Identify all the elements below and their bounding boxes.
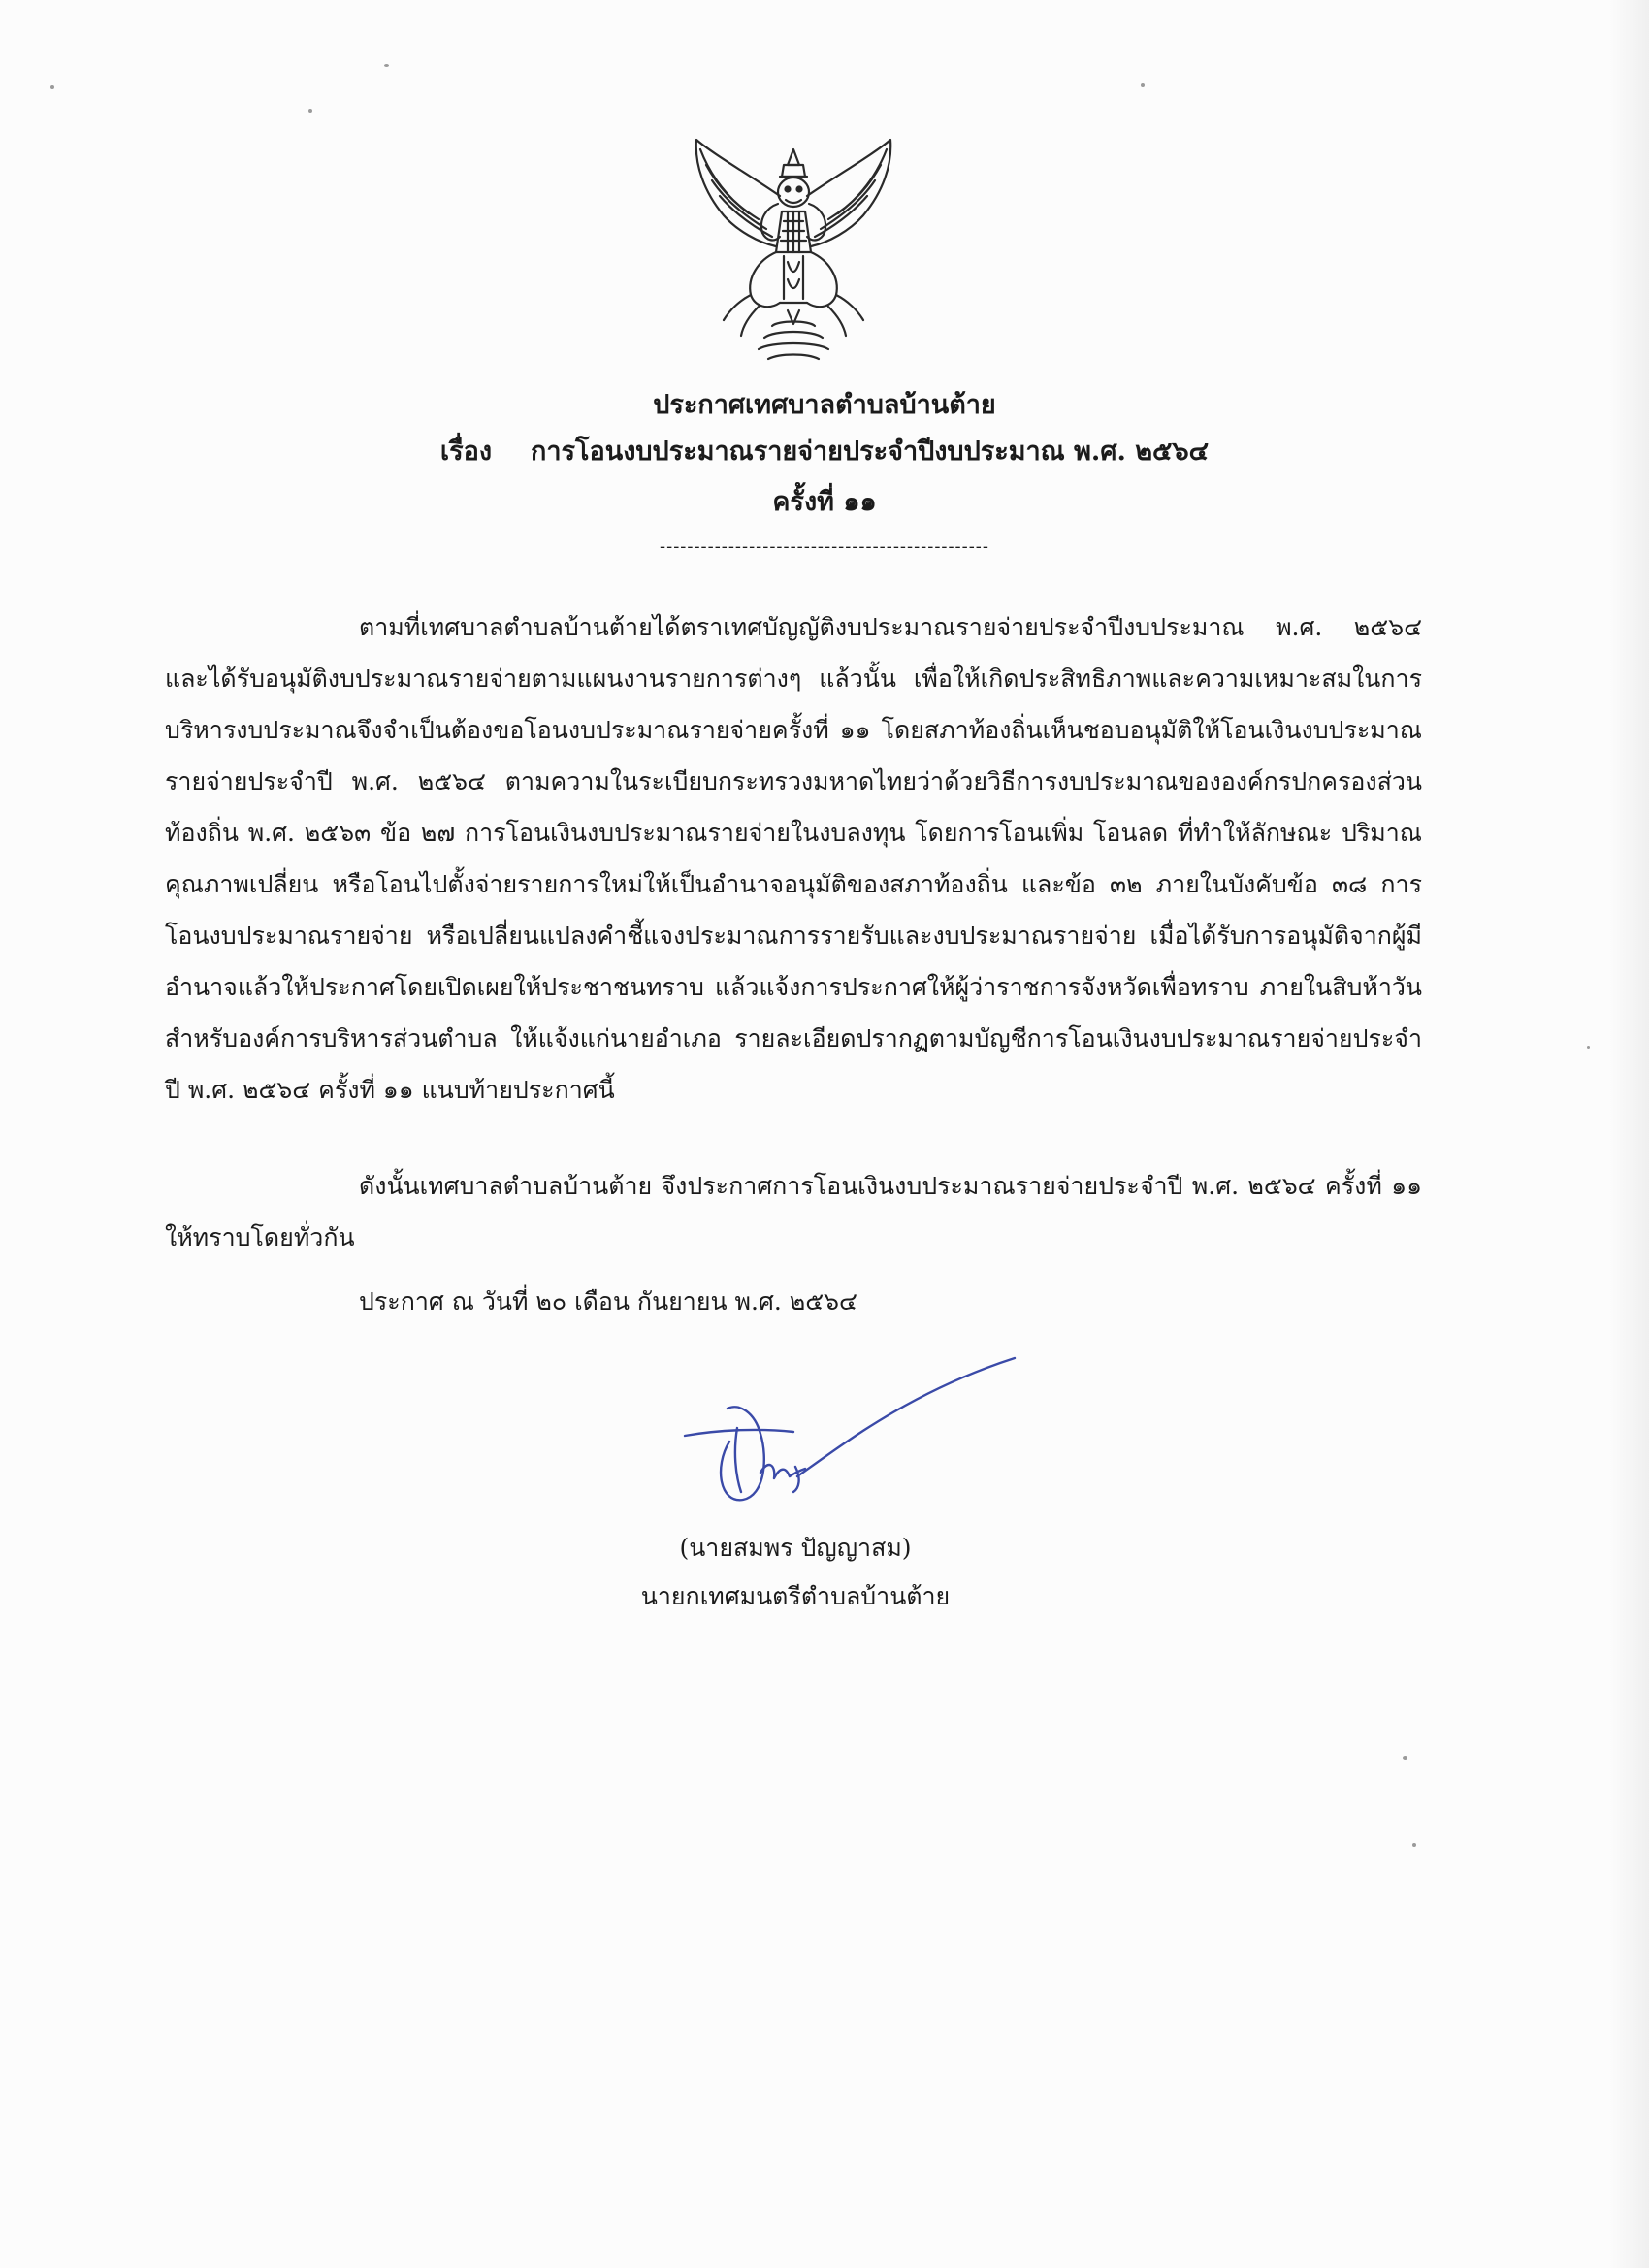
scan-speck	[384, 64, 389, 67]
signatory-position: นายกเทศมนตรีตำบลบ้านต้าย	[640, 1582, 951, 1610]
subject-text: การโอนงบประมาณรายจ่ายประจำปีงบประมาณ พ.ศ. ๒๕๖๔	[531, 437, 1210, 467]
announcement-title: ประกาศเทศบาลตำบลบ้านต้าย	[653, 390, 996, 420]
scan-edge-shadow	[1608, 0, 1649, 2268]
body-paragraph-2	[165, 1160, 1422, 1263]
divider-rule: ------------------------------------------------	[660, 536, 989, 557]
scan-speck	[1141, 83, 1145, 87]
garuda-emblem-icon	[691, 136, 896, 367]
paragraph-text: ดังนั้นเทศบาลตำบลบ้านต้าย จึงประกาศการโอนเงินงบประมาณรายจ่ายประจำปี พ.ศ. ๒๕๖๔ ครั้งที่ ๑๑ ให้ทราบโดยทั่วกัน	[165, 1172, 1422, 1251]
paragraph-text: ตามที่เทศบาลตำบลบ้านต้ายได้ตราเทศบัญญัติงบประมาณรายจ่ายประจำปีงบประมาณ พ.ศ. ๒๕๖๔ และได้รับอนุมัติงบประมาณรายจ่ายตามแผนงานรายการต่างๆ แล้วนั้น เพื่อให้เกิดประสิทธิภาพและความเหมาะสมในการบริหารงบประมาณจึงจำเป็นต้องขอโอนงบประมาณรายจ่ายครั้งที่ ๑๑ โดยสภาท้องถิ่นเห็นชอบอนุมัติให้โอนเงินงบประมาณรายจ่ายประจำปี พ.ศ. ๒๕๖๔ ตามความในระเบียบกระทรวงมหาดไทยว่าด้วยวิธีการงบประมาณขององค์กรปกครองส่วนท้องถิ่น พ.ศ. ๒๕๖๓ ข้อ ๒๗ การโอนเงินงบประมาณรายจ่ายในงบลงทุน โดยการโอนเพิ่ม โอนลด ที่ทำให้ลักษณะ ปริมาณ คุณภาพเปลี่ยน หรือโอนไปตั้งจ่ายรายการใหม่ให้เป็นอำนาจอนุมัติของสภาท้องถิ่น และข้อ ๓๒ ภายในบังคับข้อ ๓๘ การโอนงบประมาณรายจ่าย หรือเปลี่ยนแปลงคำชี้แจงประมาณการรายรับและงบประมาณรายจ่าย เมื่อได้รับการอนุมัติจากผู้มีอำนาจแล้วให้ประกาศโดยเปิดเผยให้ประชาชนทราบ แล้วแจ้งการประกาศให้ผู้ว่าราชการจังหวัดเพื่อทราบ ภายในสิบห้าวันสำหรับองค์การบริหารส่วนตำบล ให้แจ้งแก่นายอำเภอ รายละเอียดปรากฏตามบัญชีการโอนเงินงบประมาณรายจ่ายประจำปี พ.ศ. ๒๕๖๔ ครั้งที่ ๑๑ แนบท้ายประกาศนี้	[165, 613, 1422, 1104]
scan-speck	[1412, 1843, 1416, 1847]
announcement-date: ประกาศ ณ วันที่ ๒๐ เดือน กันยายน พ.ศ. ๒๕๖๔	[359, 1287, 857, 1315]
body-paragraph-1	[165, 601, 1422, 1116]
signatory-name: (นายสมพร ปัญญาสม)	[679, 1534, 912, 1562]
handwritten-signature	[679, 1350, 1028, 1515]
scan-speck	[50, 85, 54, 89]
scan-speck	[308, 109, 312, 113]
announcement-round: ครั้งที่ ๑๑	[772, 487, 877, 517]
scan-speck	[1403, 1756, 1407, 1760]
scan-speck	[1587, 1046, 1590, 1049]
subject-label: เรื่อง	[439, 437, 493, 467]
announcement-subject	[0, 433, 1649, 471]
